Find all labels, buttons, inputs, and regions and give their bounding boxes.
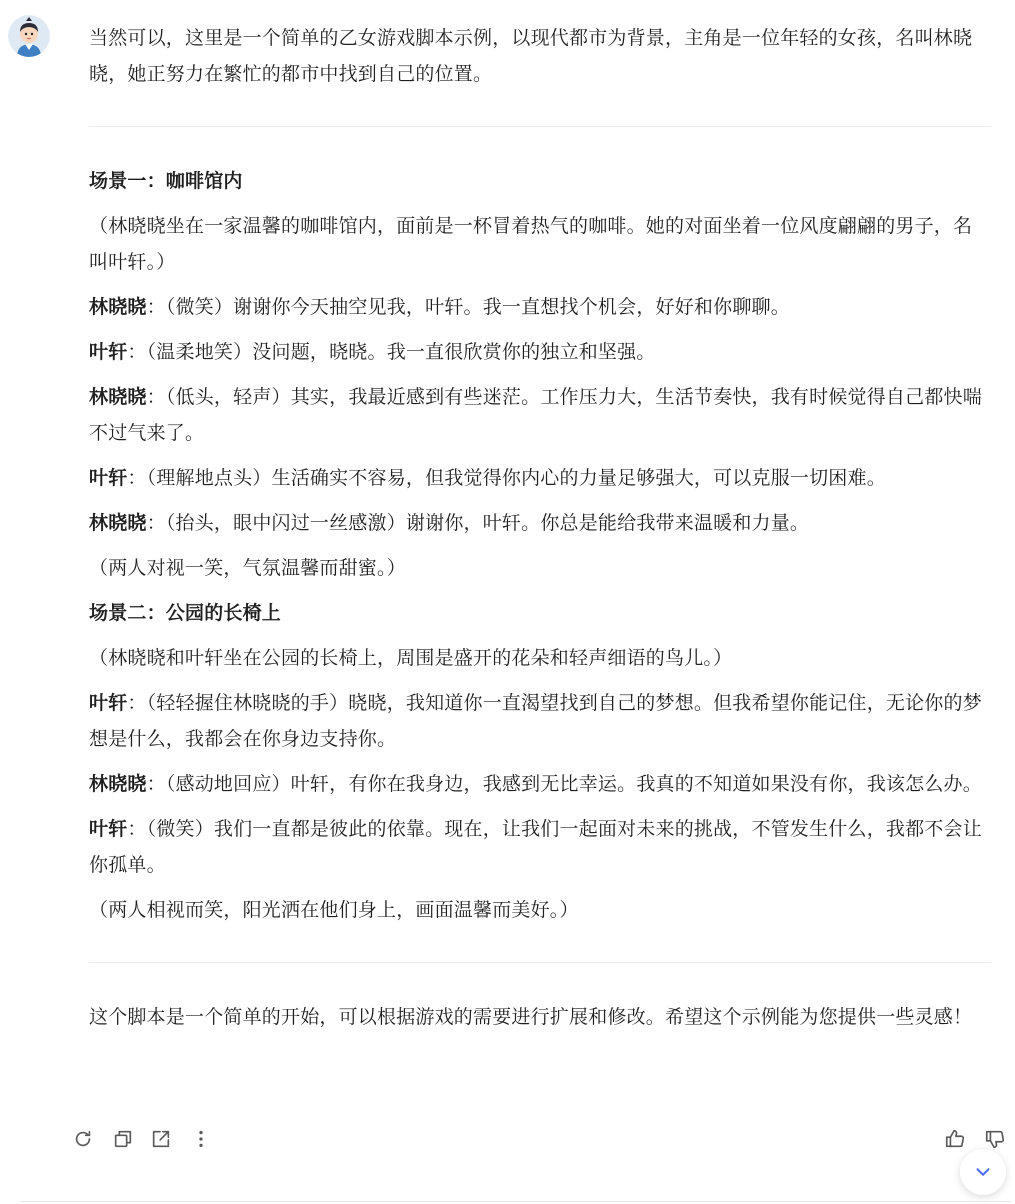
assistant-avatar [8,15,50,57]
dialogue-line: 叶轩：（温柔地笑）没问题，晓晓。我一直很欣赏你的独立和坚强。 [89,341,656,363]
dialogue-text: （轻轻握住林晓晓的手）晓晓，我知道你一直渴望找到自己的梦想。但我希望你能记住，无论你的梦想是什么，我都会在你身边支持你。 [89,692,982,750]
thumbs-down-icon [984,1128,1006,1150]
speaker-name: 叶轩 [89,467,128,489]
speaker-name: 林晓晓 [89,296,147,318]
more-button[interactable] [186,1124,216,1154]
speaker-name: 叶轩 [89,341,128,363]
outro-paragraph: 这个脚本是一个简单的开始，可以根据游戏的需要进行扩展和修改。希望这个示例能为您提供一些灵感！ [89,1006,973,1028]
dialogue-line: 林晓晓：（抬头，眼中闪过一丝感激）谢谢你，叶轩。你总是能给我带来温暖和力量。 [89,512,810,534]
thumbs-up-icon [944,1128,966,1150]
assistant-message [89,20,991,1035]
dialogue-text: （低头，轻声）其实，我最近感到有些迷茫。工作压力大，生活节奏快，我有时候觉得自己都快喘不过气来了。 [89,386,982,444]
bottom-divider [20,1201,1010,1202]
dialogue-line: 林晓晓：（低头，轻声）其实，我最近感到有些迷茫。工作压力大，生活节奏快，我有时候觉得自己都快喘不过气来了。 [89,386,982,444]
copy-icon [112,1128,134,1150]
scene1-stage-direction: （林晓晓坐在一家温馨的咖啡馆内，面前是一杯冒着热气的咖啡。她的对面坐着一位风度翩翩的男子，名叫叶轩。） [89,215,973,273]
like-button[interactable] [940,1124,970,1154]
dialogue-text: （温柔地笑）没问题，晓晓。我一直很欣赏你的独立和坚强。 [146,341,656,363]
chevron-down-icon [972,1161,994,1183]
dialogue-text: （微笑）谢谢你今天抽空见我，叶轩。我一直想找个机会，好好和你聊聊。 [165,296,790,318]
dialogue-text: （理解地点头）生活确实不容易，但我觉得你内心的力量足够强大，可以克服一切困难。 [146,467,886,489]
copy-button[interactable] [108,1124,138,1154]
scene2-heading: 场景二：公园的长椅上 [89,602,282,624]
assistant-avatar-icon [8,15,50,57]
message-actions [68,1124,1008,1156]
share-button[interactable] [146,1124,176,1154]
dialogue-line: 林晓晓：（感动地回应）叶轩，有你在我身边，我感到无比幸运。我真的不知道如果没有你，我该怎么办。 [89,773,982,795]
dialogue-text: （感动地回应）叶轩，有你在我身边，我感到无比幸运。我真的不知道如果没有你，我该怎么办。 [165,773,982,795]
scene2-closing: （两人相视而笑，阳光洒在他们身上，画面温馨而美好。） [89,899,579,921]
share-icon [150,1128,172,1150]
regenerate-button[interactable] [68,1124,98,1154]
dialogue-text: （微笑）我们一直都是彼此的依靠。现在，让我们一起面对未来的挑战，不管发生什么，我都不会让你孤单。 [89,818,982,876]
dialogue-text: （抬头，眼中闪过一丝感激）谢谢你，叶轩。你总是能给我带来温暖和力量。 [165,512,810,534]
speaker-name: 叶轩 [89,692,128,714]
refresh-icon [72,1128,94,1150]
scroll-to-bottom-button[interactable] [960,1149,1006,1195]
dialogue-line: 叶轩：（轻轻握住林晓晓的手）晓晓，我知道你一直渴望找到自己的梦想。但我希望你能记住，无论你的梦想是什么，我都会在你身边支持你。 [89,692,982,750]
dialogue-line: 叶轩：（微笑）我们一直都是彼此的依靠。现在，让我们一起面对未来的挑战，不管发生什么，我都不会让你孤单。 [89,818,982,876]
scene2-stage-direction: （林晓晓和叶轩坐在公园的长椅上，周围是盛开的花朵和轻声细语的鸟儿。） [89,647,733,669]
speaker-name: 林晓晓 [89,386,147,408]
scene1-heading: 场景一：咖啡馆内 [89,170,243,192]
speaker-name: 林晓晓 [89,512,147,534]
dialogue-line: 林晓晓：（微笑）谢谢你今天抽空见我，叶轩。我一直想找个机会，好好和你聊聊。 [89,296,790,318]
scene1-closing: （两人对视一笑，气氛温馨而甜蜜。） [89,557,406,579]
more-icon [190,1128,212,1150]
speaker-name: 林晓晓 [89,773,147,795]
dialogue-line: 叶轩：（理解地点头）生活确实不容易，但我觉得你内心的力量足够强大，可以克服一切困难。 [89,467,886,489]
speaker-name: 叶轩 [89,818,128,840]
intro-paragraph: 当然可以，这里是一个简单的乙女游戏脚本示例，以现代都市为背景，主角是一位年轻的女孩，名叫林晓晓，她正努力在繁忙的都市中找到自己的位置。 [89,27,973,85]
